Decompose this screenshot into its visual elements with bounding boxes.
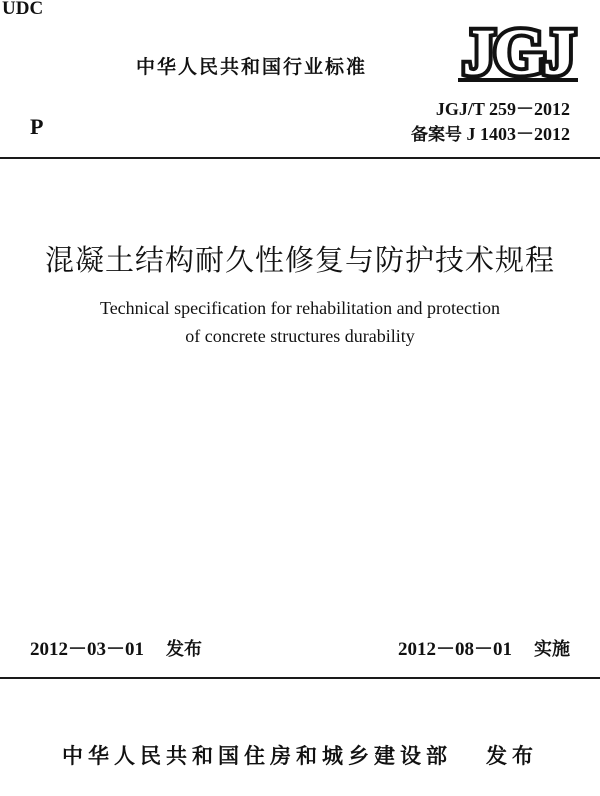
release-label: 发布 (166, 639, 203, 660)
logo-text: JGJ (462, 16, 574, 86)
title-english-line2: of concrete structures durability (185, 326, 415, 346)
implement-date: 2012－08－01 (397, 639, 512, 660)
record-value: J 1403－2012 (466, 124, 570, 144)
bottom-divider (0, 677, 600, 679)
release-date: 2012－03－01 (30, 639, 145, 660)
title-english (0, 294, 600, 350)
standard-number: JGJ/T 259－2012 (435, 99, 570, 119)
issuer-line (0, 740, 600, 770)
record-number (411, 120, 570, 146)
implement-label: 实施 (534, 639, 570, 660)
jgj-logo (458, 14, 578, 86)
title-chinese: 混凝土结构耐久性修复与防护技术规程 (44, 243, 555, 277)
issuer-name: 中华人民共和国住房和城乡建设部 (62, 744, 452, 768)
implement-date-block (398, 634, 570, 661)
top-divider (0, 157, 600, 159)
udc-label: UDC (2, 0, 44, 19)
issuer-action: 发布 (486, 744, 538, 768)
standard-type: 中华人民共和国行业标准 (136, 56, 368, 78)
release-date-block (30, 634, 202, 661)
record-label: 备案号 (411, 125, 462, 145)
title-english-line1: Technical specification for rehabilitation and protection (99, 298, 501, 318)
category-label: P (30, 114, 44, 139)
